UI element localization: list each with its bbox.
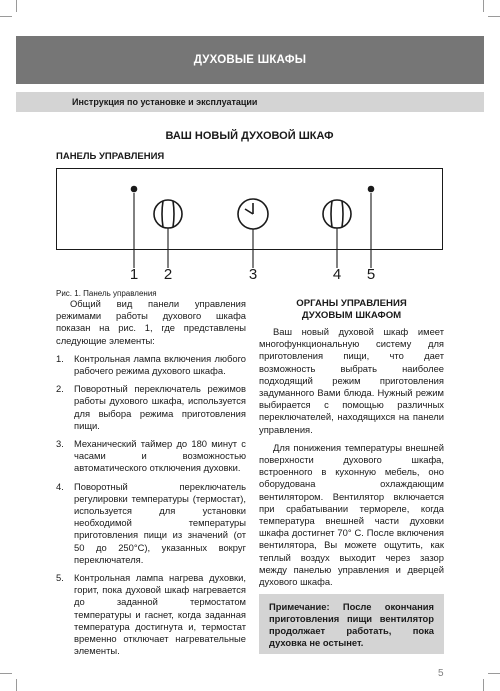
list-item-number: 1. (56, 352, 64, 364)
controls-paragraph-2: Для понижения температуры внешней поверхности духового шкафа, встроенного в кухонную мебель, оно оборудована охлаждающим вентилятором. Вентилятор включается при срабатывании термореле, когда температура внешней части духовки шкафа достигнет 70° С. После включения вентилятора, Вы можете ощутить, как теплый воздух выходит через зазор между панелью управления и дверцей духового шкафа. (259, 441, 444, 588)
main-title: ВАШ НОВЫЙ ДУХОВОЙ ШКАФ (165, 130, 334, 142)
control-panel-frame (56, 168, 443, 250)
panel-section-title: ПАНЕЛЬ УПРАВЛЕНИЯ (56, 151, 165, 162)
subheader-bar (16, 92, 484, 112)
crop-mark (483, 0, 484, 12)
crop-mark (0, 673, 12, 674)
list-item-number: 3. (56, 438, 64, 450)
controls-title-line-2: ДУХОВЫМ ШКАФОМ (301, 310, 402, 321)
crop-mark (0, 16, 12, 17)
subheader-title: Инструкция по установке и эксплуатации (72, 97, 258, 107)
right-column (259, 298, 444, 594)
figure-label-1: 1 (129, 266, 139, 283)
note-box (259, 594, 444, 654)
list-item-text: Механический таймер до 180 минут с часами и возможностью автоматического отключения духовки. (74, 438, 246, 474)
note-text: Примечание: После окончания приготовления пищи вентилятор продолжает работать, пока духовка не остынет. (269, 601, 434, 648)
crop-mark (16, 0, 17, 12)
header-title: ДУХОВЫЕ ШКАФЫ (193, 54, 307, 66)
list-item (56, 438, 246, 475)
controls-title-line-1: ОРГАНЫ УПРАВЛЕНИЯ (296, 298, 407, 309)
controls-section-title (259, 298, 444, 322)
crop-mark (483, 679, 484, 691)
list-item (56, 383, 246, 432)
controls-paragraph-1: Ваш новый духовой шкаф имеет многофункциональную систему для приготовления пищи, что дает возможность выбрать наиболее подходящий режим приготовления задуманного Вами блюда. Нужный режим выбирается с помощью различных переключателей, находящихся на панели управления. (259, 326, 444, 435)
left-column (56, 298, 246, 663)
list-item-number: 5. (56, 572, 64, 584)
figure-label-4: 4 (332, 266, 342, 283)
crop-mark (488, 16, 500, 17)
figure-label-5: 5 (366, 266, 376, 283)
crop-mark (16, 679, 17, 691)
figure-label-3: 3 (248, 266, 258, 283)
figure-label-2: 2 (163, 266, 173, 283)
list-item-text: Поворотный переключатель режимов работы духового шкафа, используется для выбора режима приготовления пищи. (74, 383, 246, 431)
list-item (56, 481, 246, 566)
page-number: 5 (438, 668, 444, 679)
list-item-text: Поворотный переключатель регулировки температуры (термостат), используется для установки необходимой температуры приготовления пищи из значений (от 50 до 250°С), указанных вокруг переключателя. (74, 480, 246, 565)
list-item (56, 353, 246, 377)
list-item-text: Контрольная лампа нагрева духовки, горит, пока духовой шкаф нагревается до заданной термостатом температуры и гаснет, когда заданная температура достигнута и, термостат временно отключает нагревательные элементы. (74, 572, 246, 657)
figure-caption: Рис. 1. Панель управления (56, 289, 157, 298)
list-item (56, 572, 246, 657)
header-bar (16, 36, 484, 84)
list-item-number: 2. (56, 383, 64, 395)
list-item-number: 4. (56, 480, 64, 492)
intro-paragraph: Общий вид панели управления режимами работы духового шкафа показан на рис. 1, где представлены следующие элементы: (56, 298, 246, 346)
list-item-text: Контрольная лампа включения любого рабочего режима духового шкафа. (74, 352, 246, 377)
crop-mark (488, 673, 500, 674)
